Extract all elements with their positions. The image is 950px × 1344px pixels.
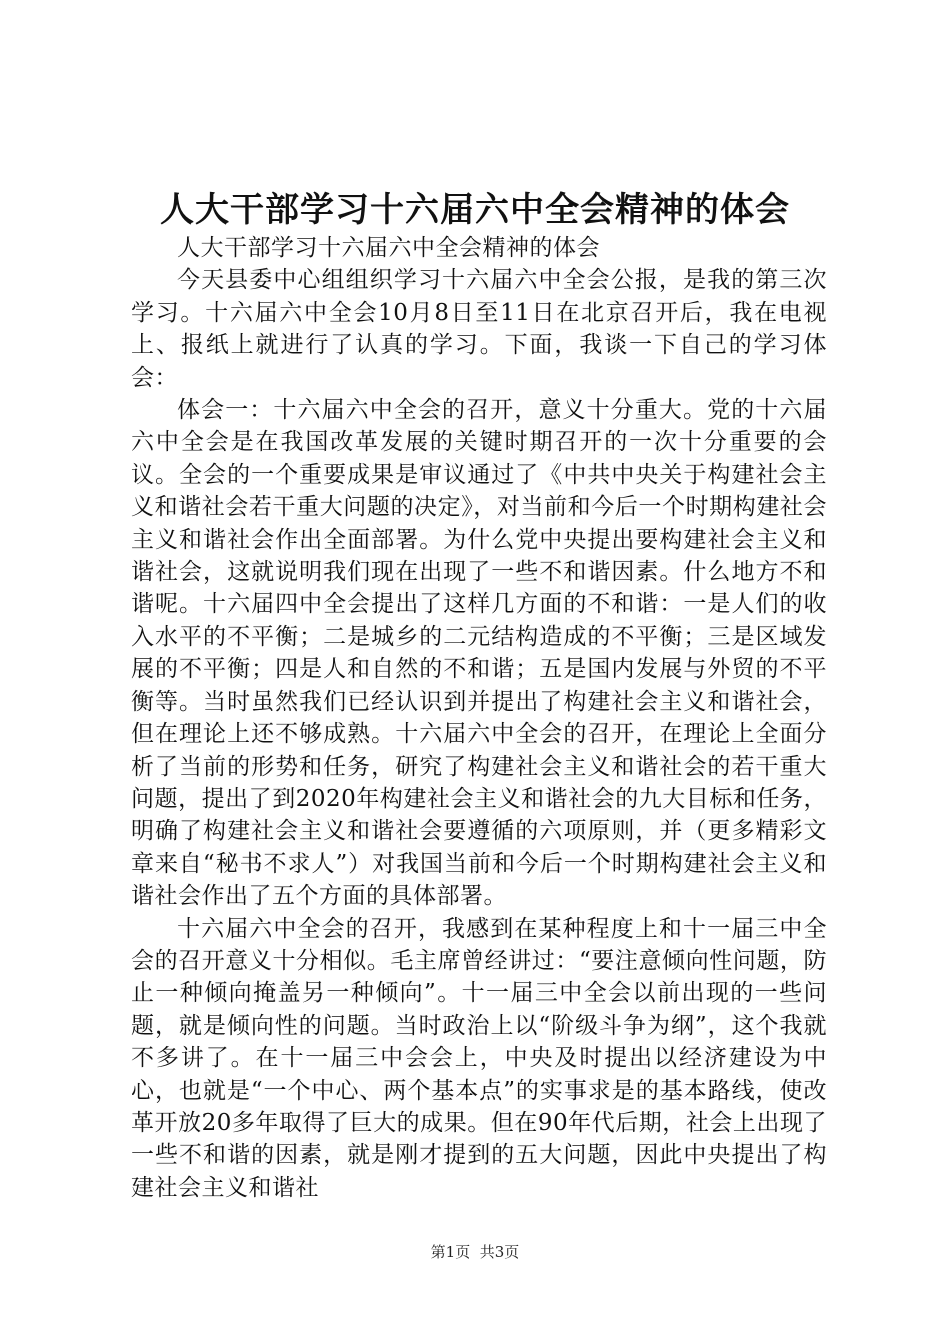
footer-separator [470,1243,480,1261]
page-footer [0,1241,950,1263]
paragraph-subtitle: 人大干部学习十六届六中全会精神的体会 [177,235,600,261]
page-total: 共3页 [479,1243,520,1261]
paragraph-intro: 今天县委中心组组织学习十六届六中全会公报，是我的第三次学习。十六届六中全会10月8日至11日在北京召开后，我在电视上、报纸上就进行了认真的学习。下面，我谈一下自己的学习体会： [131,267,827,391]
paragraph-comparison: 十六届六中全会的召开，我感到在某种程度上和十一届三中全会的召开意义十分相似。毛主席曾经讲过：“要注意倾向性问题，防止一种倾向掩盖另一种倾向”。十一届三中全会以前出现的一些问题，就是倾向性的问题。当时政治上以“阶级斗争为纲”，这个我就不多讲了。在十一届三中会会上，中央及时提出以经济建设为中心，也就是“一个中心、两个基本点”的实事求是的基本路线，使改革开放20多年取得了巨大的成果。但在90年代后期，社会上出现了一些不和谐的因素，就是刚才提到的五大问题，因此中央提出了构建社会主义和谐社 [131,915,827,1201]
page-number: 第1页 [430,1243,471,1261]
document-title: 人大干部学习十六届六中全会精神的体会 [160,190,790,230]
document-body [131,232,827,1204]
paragraph-insight-one: 体会一：十六届六中全会的召开，意义十分重大。党的十六届六中全会是在我国改革发展的关键时期召开的一次十分重要的会议。全会的一个重要成果是审议通过了《中共中央关于构建社会主义和谐社会若干重大问题的决定》，对当前和今后一个时期构建社会主义和谐社会作出全面部署。为什么党中央提出要构建社会主义和谐社会，这就说明我们现在出现了一些不和谐因素。什么地方不和谐呢。十六届四中全会提出了这样几方面的不和谐：一是人们的收入水平的不平衡；二是城乡的二元结构造成的不平衡；三是区域发展的不平衡；四是人和自然的不和谐；五是国内发展与外贸的不平衡等。当时虽然我们已经认识到并提出了构建社会主义和谐社会，但在理论上还不够成熟。十六届六中全会的召开，在理论上全面分析了当前的形势和任务，研究了构建社会主义和谐社会的若干重大问题，提出了到2020年构建社会主义和谐社会的九大目标和任务，明确了构建社会主义和谐社会要遵循的六项原则，并（更多精彩文章来自“秘书不求人”）对我国当前和今后一个时期构建社会主义和谐社会作出了五个方面的具体部署。 [131,397,827,910]
